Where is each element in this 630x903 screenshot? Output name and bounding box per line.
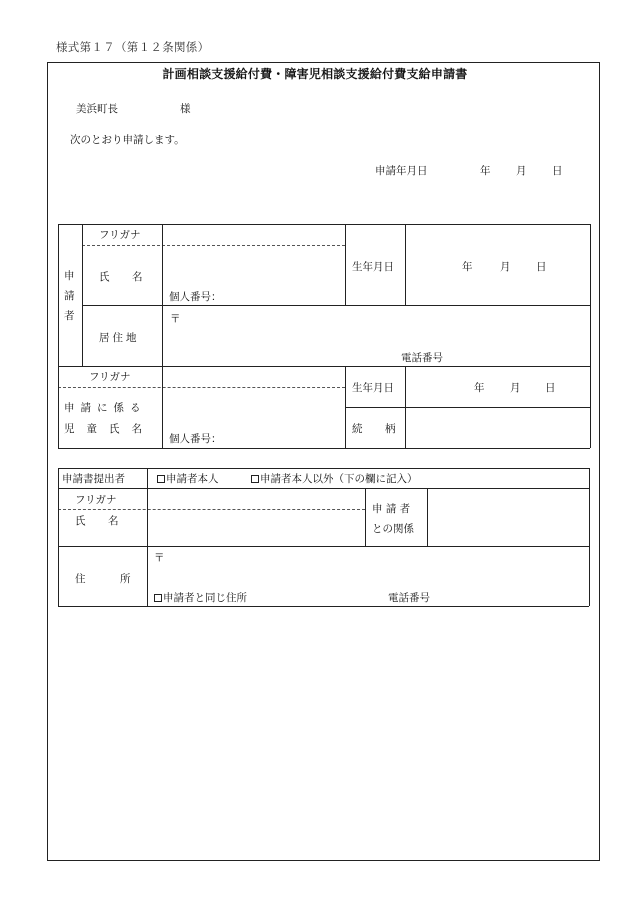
child-name-label-line2: 児童氏名 [64, 423, 154, 435]
child-dob-label: 生年月日 [352, 382, 394, 394]
submitter-phone-label: 電話番号 [388, 592, 430, 604]
submitter-relation-label-line2: との関係 [372, 523, 414, 535]
applicant-dob-day: 日 [536, 261, 547, 273]
applicant-personal-number-label: 個人番号： [169, 291, 222, 303]
submitter-same-address-checkbox[interactable] [154, 594, 162, 602]
child-name-label-line1: 申請に係る [64, 402, 147, 414]
form-title: 計画相談支援給付費・障害児相談支援給付費支給申請書 [162, 67, 468, 81]
submitter-label: 申請書提出者 [62, 473, 125, 485]
child-dob-year: 年 [474, 382, 485, 394]
child-relation-label: 続 柄 [352, 423, 402, 435]
application-date-label: 申請年月日 [375, 165, 428, 177]
child-personal-number-label: 個人番号： [169, 433, 222, 445]
applicant-section-label-3: 者 [64, 310, 75, 322]
applicant-name-label: 氏 名 [99, 271, 149, 283]
child-dob-day: 日 [545, 382, 556, 394]
submitter-postal-mark: 〒 [154, 552, 165, 564]
submitter-furigana-label: フリガナ [75, 494, 117, 506]
applicant-section-label-1: 申 [64, 270, 75, 282]
submitter-address-label: 住 所 [75, 573, 143, 585]
applicant-phone-label: 電話番号 [401, 352, 443, 364]
addressee-name: 美浜町長 [76, 103, 118, 115]
applicant-section-label-2: 請 [64, 290, 75, 302]
applicant-furigana-label: フリガナ [99, 229, 141, 241]
submitter-option-other[interactable]: 申請者本人以外（下の欄に記入） [251, 474, 418, 485]
applicant-dob-month: 月 [500, 261, 511, 273]
child-dob-month: 月 [510, 382, 521, 394]
applicant-dob-label: 生年月日 [352, 261, 394, 273]
intro-text: 次のとおり申請します。 [70, 134, 185, 146]
submitter-other-checkbox[interactable] [251, 475, 259, 483]
child-furigana-label: フリガナ [89, 371, 131, 383]
submitter-name-label: 氏 名 [75, 515, 125, 527]
application-date-month: 月 [516, 165, 527, 177]
application-date-day: 日 [552, 165, 563, 177]
applicant-dob-year: 年 [462, 261, 473, 273]
submitter-same-address-option[interactable]: 申請者と同じ住所 [154, 593, 247, 604]
application-date-year: 年 [480, 165, 491, 177]
applicant-address-label: 居住地 [99, 332, 140, 344]
addressee-honorific: 様 [180, 103, 191, 115]
submitter-option-self[interactable]: 申請者本人 [157, 474, 219, 485]
submitter-relation-label-line1: 申 請 者 [372, 503, 411, 515]
submitter-self-checkbox[interactable] [157, 475, 165, 483]
applicant-postal-mark: 〒 [170, 313, 181, 325]
form-number: 様式第１７（第１２条関係） [56, 40, 210, 54]
form-frame [47, 62, 600, 861]
